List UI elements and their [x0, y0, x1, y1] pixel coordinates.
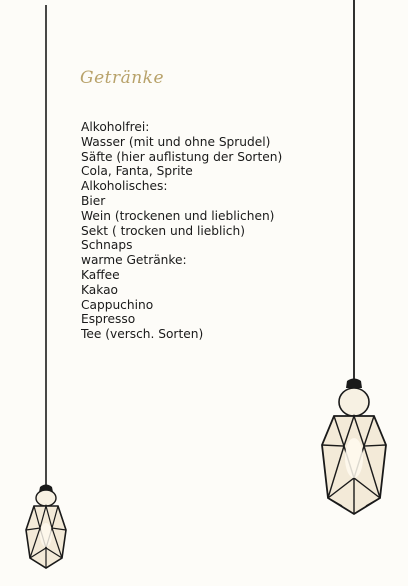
list-item: Cappuchino — [81, 297, 154, 312]
list-item: Cola, Fanta, Sprite — [81, 164, 193, 179]
list-item: Kaffee — [81, 267, 120, 282]
section-label-alkoholfrei: Alkoholfrei: — [81, 120, 150, 134]
section-label-warm: warme Getränke: — [81, 253, 187, 268]
list-item: Sekt ( trocken und lieblich) — [81, 223, 245, 238]
list-item: Wasser (mit und ohne Sprudel) — [81, 134, 271, 149]
section-label-alkoholisch: Alkoholisches: — [81, 179, 168, 194]
list-item: Espresso — [81, 312, 136, 327]
list-item: Säfte (hier auflistung der Sorten) — [81, 149, 283, 164]
list-item: Kakao — [81, 282, 119, 297]
hanging-lantern-icon — [18, 0, 74, 575]
list-item: Wein (trockenen und lieblichen) — [81, 208, 275, 223]
list-item: Bier — [81, 193, 106, 208]
list-item: Tee (versch. Sorten) — [81, 327, 204, 342]
drinks-list — [81, 120, 311, 342]
hanging-lantern-icon — [314, 0, 394, 525]
page-title: Getränke — [80, 68, 165, 88]
list-item: Schnaps — [81, 238, 133, 253]
